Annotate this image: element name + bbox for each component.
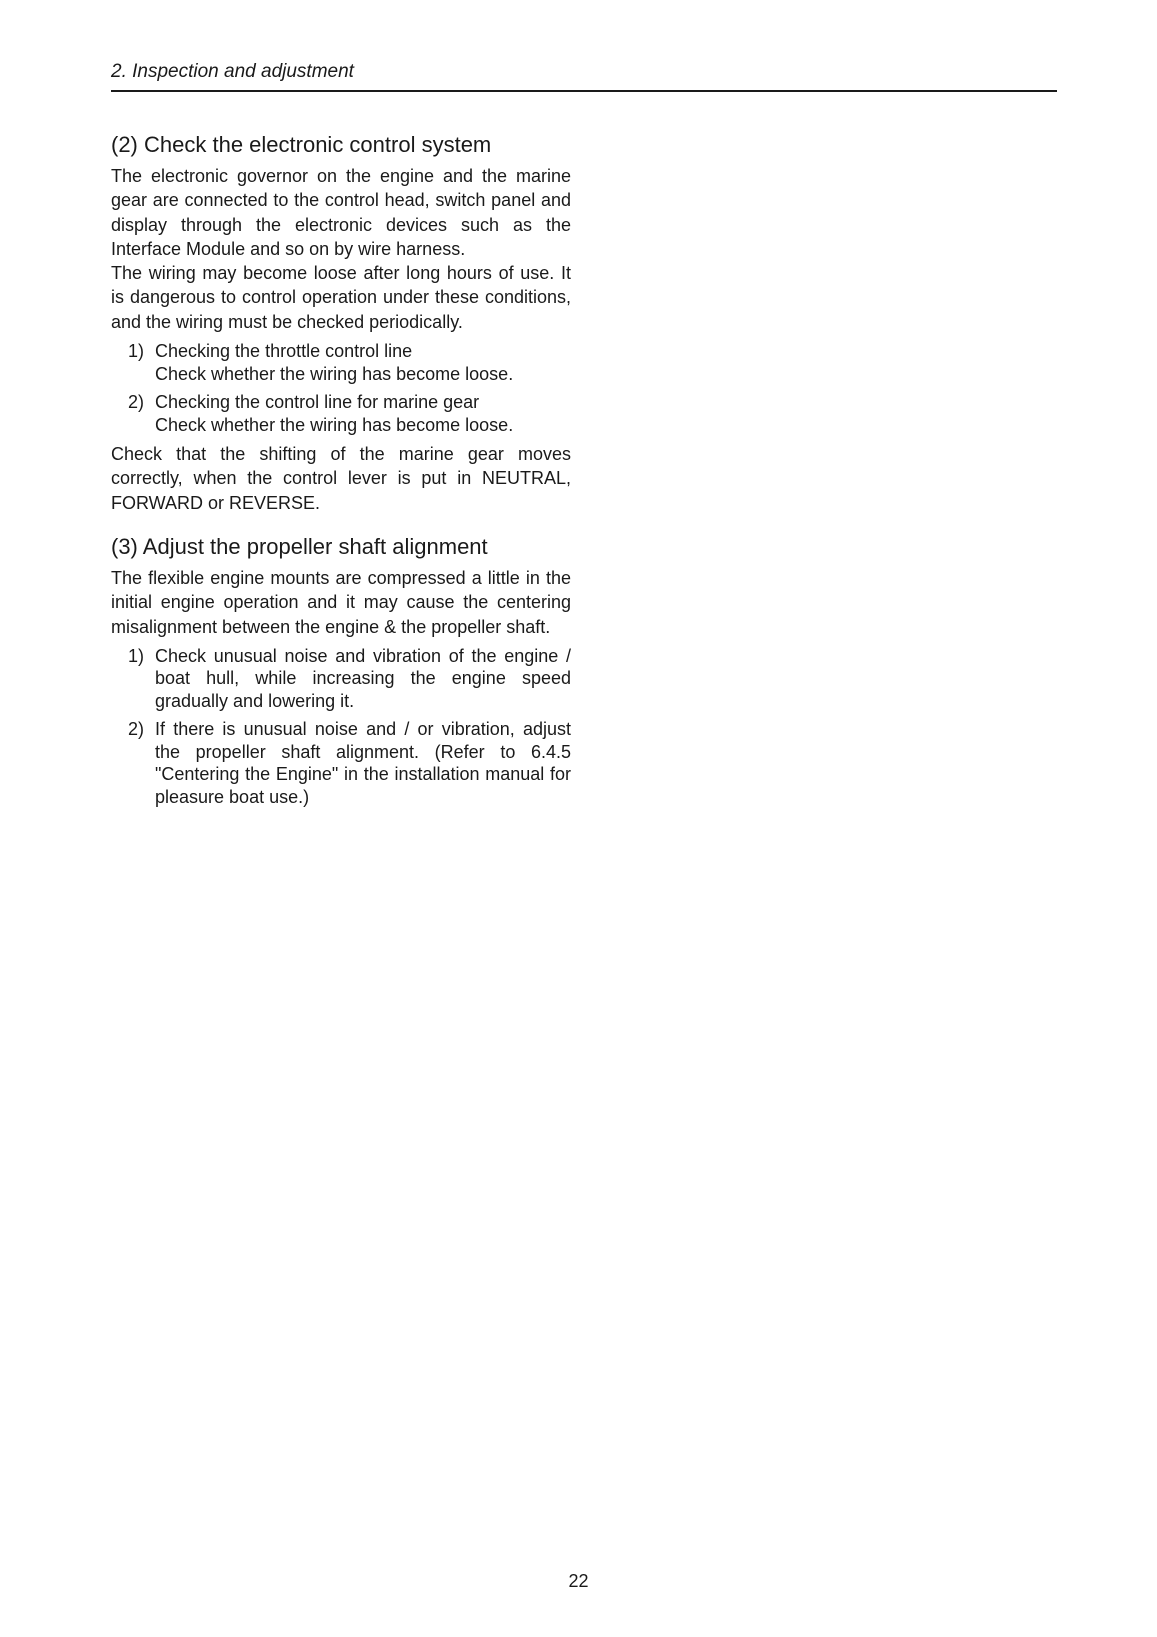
- numbered-list: [111, 645, 571, 809]
- list-item-number: 1): [128, 341, 145, 362]
- section-heading: (2) Check the electronic control system: [111, 132, 492, 157]
- running-header: 2. Inspection and adjustment: [111, 61, 354, 82]
- page-content: [111, 131, 571, 814]
- section-check-electronic-control: [111, 131, 571, 515]
- list-item-text: If there is unusual noise and / or vibration, adjust the propeller shaft alignment. (Refer to 6.4.5 "Centering the Engine" in the installation manual for pleasure boat use.): [155, 719, 571, 807]
- list-item: [111, 391, 571, 436]
- paragraph: Check that the shifting of the marine gear moves correctly, when the control lever is put in NEUTRAL, FORWARD or REVERSE.: [111, 444, 571, 513]
- list-item-text: Check unusual noise and vibration of the engine / boat hull, while increasing the engine speed gradually and lowering it.: [155, 645, 571, 711]
- list-item: [111, 340, 571, 385]
- list-item-number: 1): [128, 645, 145, 666]
- paragraph: The wiring may become loose after long hours of use. It is dangerous to control operation under these conditions, and the wiring must be checked periodically.: [111, 263, 571, 332]
- paragraph: The electronic governor on the engine and the marine gear are connected to the control head, switch panel and display through the electronic devices such as the Interface Module and so on by wire harness.: [111, 166, 571, 259]
- list-item-text: Check whether the wiring has become loose.: [155, 363, 514, 384]
- list-item-number: 2): [128, 392, 145, 413]
- header-divider: [111, 90, 1057, 92]
- section-heading: (3) Adjust the propeller shaft alignment: [111, 533, 488, 559]
- page-number: 22: [568, 1571, 589, 1591]
- section-adjust-propeller-shaft: [111, 533, 571, 808]
- list-item-body: [155, 340, 571, 385]
- list-item: [111, 718, 571, 808]
- list-item-text: Check whether the wiring has become loose.: [155, 414, 514, 435]
- numbered-list: [111, 340, 571, 436]
- list-item-title: Checking the control line for marine gear: [155, 392, 480, 413]
- paragraph: The flexible engine mounts are compressed a little in the initial engine operation and it may cause the centering misalignment between the engine & the propeller shaft.: [111, 567, 571, 637]
- list-item-number: 2): [128, 719, 145, 740]
- list-item: [111, 645, 571, 713]
- list-item-title: Checking the throttle control line: [155, 341, 413, 362]
- list-item-body: [155, 391, 571, 436]
